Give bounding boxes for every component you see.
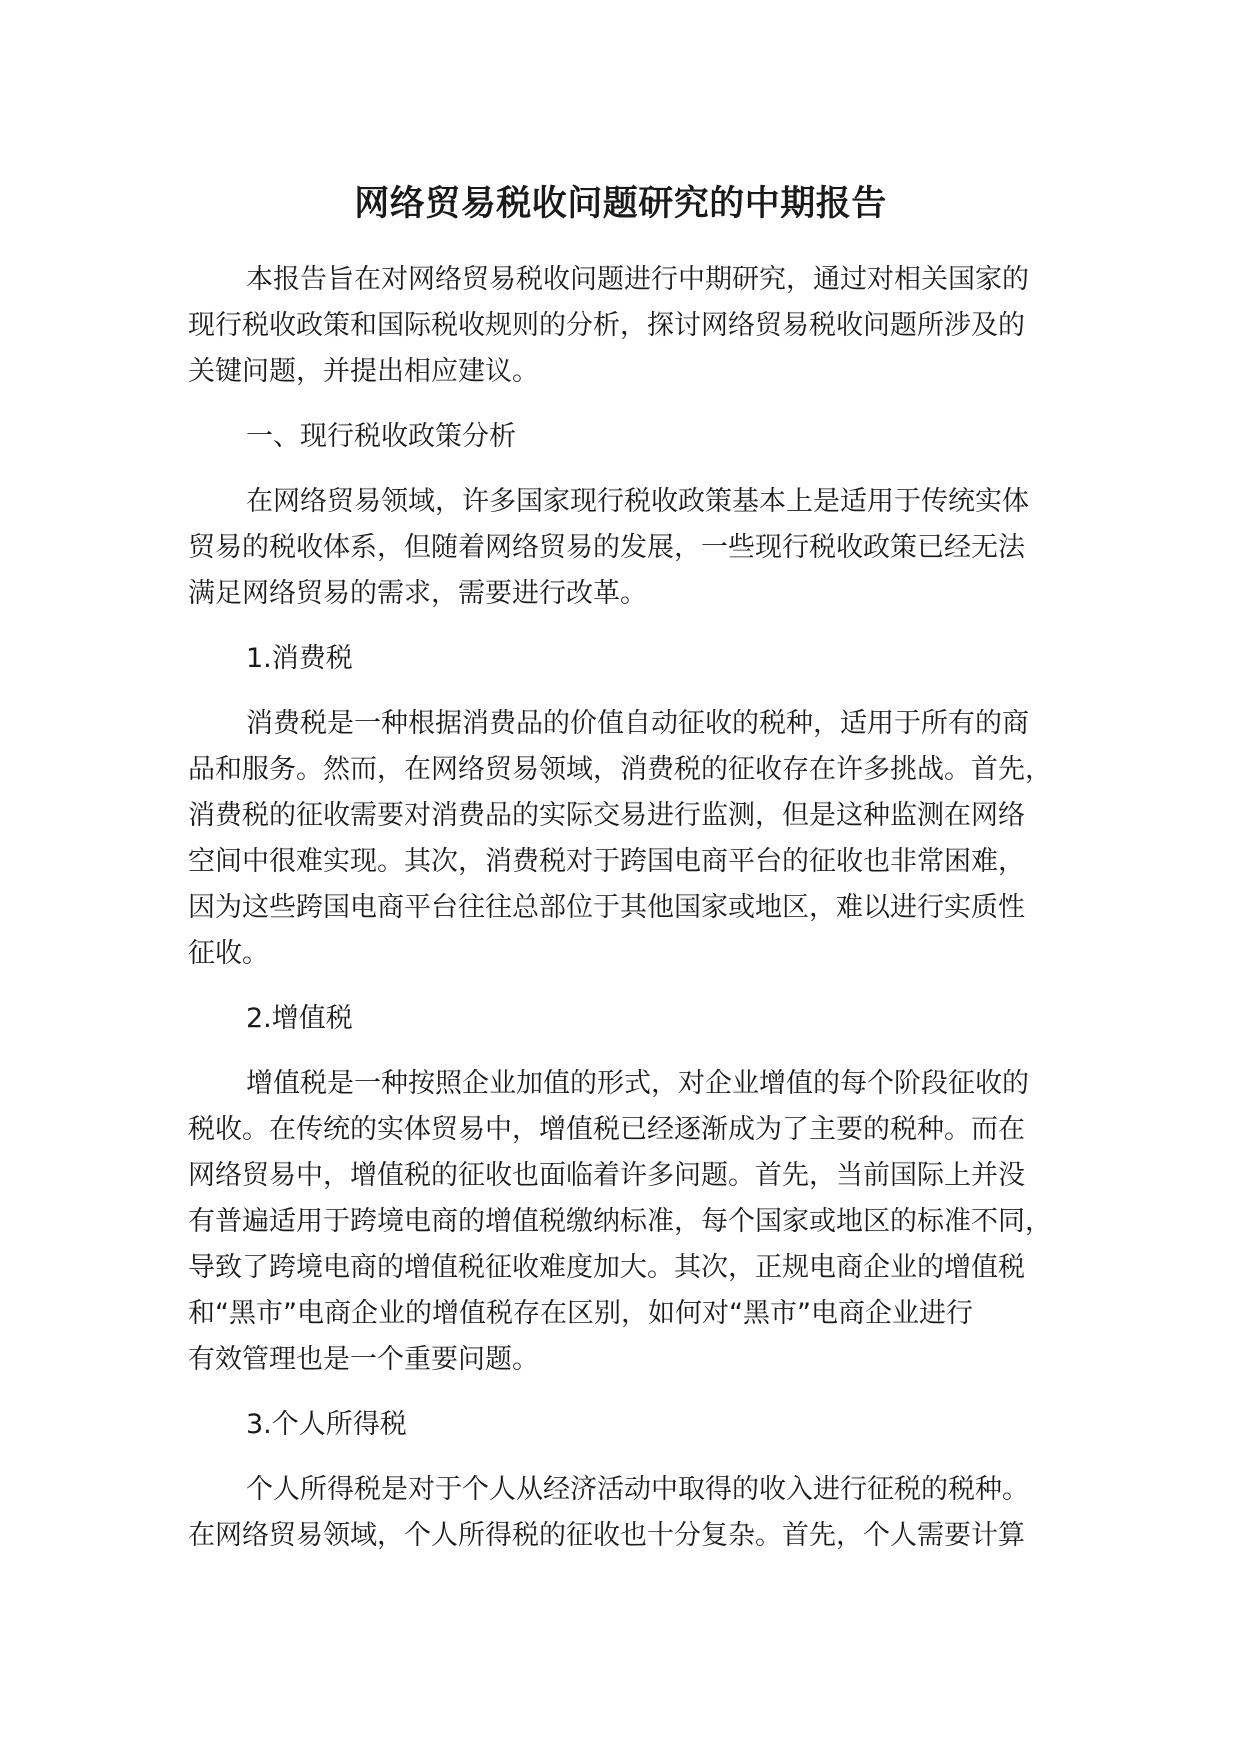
subsection-heading-personal-income-tax: 3.个人所得税 — [246, 1409, 407, 1440]
section1-paragraph — [188, 479, 1088, 617]
text-line: 个人所得税是对于个人从经济活动中取得的收入进行征税的税种。 — [246, 1474, 1029, 1505]
text-line: 本报告旨在对网络贸易税收问题进行中期研究，通过对相关国家的 — [246, 264, 1029, 295]
text-line: 空间中很难实现。其次，消费税对于跨国电商平台的征收也非常困难， — [188, 846, 1025, 877]
text-line: 有普遍适用于跨境电商的增值税缴纳标准，每个国家或地区的标准不同， — [188, 1206, 1052, 1237]
vat-paragraph — [188, 1061, 1088, 1383]
document-title: 网络贸易税收问题研究的中期报告 — [354, 184, 887, 224]
text-line: 导致了跨境电商的增值税征收难度加大。其次，正规电商企业的增值税 — [188, 1252, 1025, 1283]
text-line: 和“黑市”电商企业的增值税存在区别，如何对“黑市”电商企业进行 — [188, 1298, 973, 1329]
personal-income-tax-paragraph — [188, 1467, 1088, 1559]
text-line: 贸易的税收体系，但随着网络贸易的发展，一些现行税收政策已经无法 — [188, 532, 1025, 563]
text-line: 增值税是一种按照企业加值的形式，对企业增值的每个阶段征收的 — [246, 1068, 1029, 1099]
text-line: 在网络贸易领域，个人所得税的征收也十分复杂。首先，个人需要计算 — [188, 1520, 1025, 1551]
text-line: 消费税的征收需要对消费品的实际交易进行监测，但是这种监测在网络 — [188, 800, 1025, 831]
text-line: 有效管理也是一个重要问题。 — [188, 1344, 539, 1375]
text-line: 在网络贸易领域，许多国家现行税收政策基本上是适用于传统实体 — [246, 486, 1029, 517]
consumption-tax-paragraph — [188, 701, 1088, 977]
text-line: 满足网络贸易的需求，需要进行改革。 — [188, 578, 647, 609]
text-line: 品和服务。然而，在网络贸易领域，消费税的征收存在许多挑战。首先， — [188, 754, 1052, 785]
intro-paragraph — [188, 257, 1088, 395]
text-line: 现行税收政策和国际税收规则的分析，探讨网络贸易税收问题所涉及的 — [188, 310, 1025, 341]
subsection-heading-vat: 2.增值税 — [246, 1003, 353, 1034]
text-line: 税收。在传统的实体贸易中，增值税已经逐渐成为了主要的税种。而在 — [188, 1114, 1025, 1145]
section-heading-current-tax-policy: 一、现行税收政策分析 — [246, 421, 516, 452]
text-line: 消费税是一种根据消费品的价值自动征收的税种，适用于所有的商 — [246, 708, 1029, 739]
text-line: 因为这些跨国电商平台往往总部位于其他国家或地区，难以进行实质性 — [188, 892, 1025, 923]
document-body — [188, 257, 1088, 1578]
text-line: 网络贸易中，增值税的征收也面临着许多问题。首先，当前国际上并没 — [188, 1160, 1025, 1191]
text-line: 征收。 — [188, 938, 269, 969]
subsection-heading-consumption-tax: 1.消费税 — [246, 643, 353, 674]
text-line: 关键问题，并提出相应建议。 — [188, 356, 539, 387]
